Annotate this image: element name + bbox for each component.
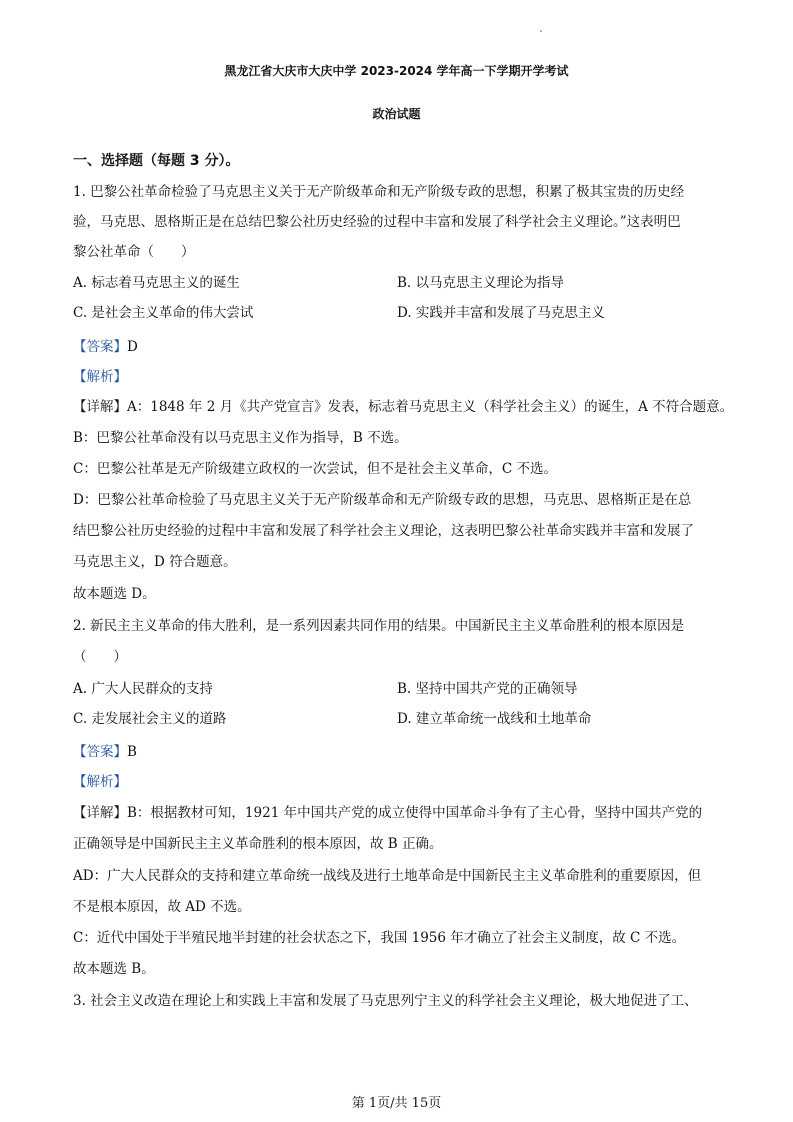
q1-option-d: D. 实践并丰富和发展了马克思主义	[397, 305, 605, 321]
answer-value: D	[127, 339, 138, 355]
q2-option-a: A. 广大人民群众的支持	[73, 681, 213, 697]
page-footer: 第 1页/共 15页	[351, 1096, 442, 1111]
q2-stem-line1: 2. 新民主主义革命的伟大胜利，是一系列因素共同作用的结果。中国新民主主义革命胜利的根本原因是	[73, 618, 685, 634]
q2-detail-line2: 正确领导是中国新民主主义革命胜利的根本原因，故 B 正确。	[73, 836, 443, 852]
q1-stem-line2: 验，马克思、恩格斯正是在总结巴黎公社历史经验的过程中丰富和发展了科学社会主义理论。”这表明巴	[73, 214, 681, 230]
q1-answer	[73, 338, 138, 356]
q2-detail-line3: AD：广大人民群众的支持和建立革命统一战线及进行土地革命是中国新民主主义革命胜利的重要原因，但	[73, 868, 702, 884]
detail-tag: 【详解】	[73, 399, 127, 415]
q2-analysis-tag: 【解析】	[73, 774, 127, 790]
q2-detail-line4: 不是根本原因，故 AD 不选。	[73, 899, 251, 915]
q1-detail-line4: D：巴黎公社革命检验了马克思主义关于无产阶级革命和无产阶级专政的思想，马克思、恩格斯正是在总	[73, 492, 692, 508]
section-heading: 一、选择题（每题 3 分）。	[73, 153, 240, 169]
q2-detail-line1	[73, 804, 702, 822]
q1-detail-line6: 马克思主义，D 符合题意。	[73, 554, 237, 570]
q1-option-b: B. 以马克思主义理论为指导	[397, 275, 565, 291]
q1-option-c: C. 是社会主义革命的伟大尝试	[73, 305, 254, 321]
detail-tag: 【详解】	[73, 805, 127, 821]
q2-option-d: D. 建立革命统一战线和土地革命	[397, 711, 592, 727]
answer-tag: 【答案】	[73, 744, 127, 760]
q1-detail-line3: C：巴黎公社革是无产阶级建立政权的一次尝试，但不是社会主义革命，C 不选。	[73, 461, 557, 477]
page-subtitle: 政治试题	[372, 107, 421, 121]
q1-option-a: A. 标志着马克思主义的诞生	[73, 275, 240, 291]
answer-value: B	[127, 744, 137, 760]
q1-analysis-tag: 【解析】	[73, 369, 127, 385]
q1-stem-line1: 1. 巴黎公社革命检验了马克思主义关于无产阶级革命和无产阶级专政的思想，积累了极其宝贵的历史经	[73, 184, 685, 200]
q2-option-b: B. 坚持中国共产党的正确领导	[397, 681, 578, 697]
q1-detail-line2: B：巴黎公社革命没有以马克思主义作为指导，B 不选。	[73, 430, 408, 446]
q2-detail-line5: C：近代中国处于半殖民地半封建的社会状态之下，我国 1956 年才确立了社会主义制度，故 C 不选。	[73, 930, 686, 946]
answer-tag: 【答案】	[73, 339, 127, 355]
q1-detail-line1	[73, 398, 733, 416]
q2-conclusion: 故本题选 B。	[73, 961, 155, 977]
page-title: 黑龙江省大庆市大庆中学 2023-2024 学年高一下学期开学考试	[224, 64, 569, 78]
q2-stem-line2: （ ）	[73, 649, 127, 665]
scan-dot	[540, 30, 542, 32]
q1-stem-line3: 黎公社革命（ ）	[73, 244, 195, 260]
q1-detail-line5: 结巴黎公社历史经验的过程中丰富和发展了科学社会主义理论，这表明巴黎公社革命实践并丰富和发展了	[73, 523, 694, 539]
q2-answer	[73, 743, 137, 761]
q2-option-c: C. 走发展社会主义的道路	[73, 711, 227, 727]
detail-text: A：1848 年 2 月《共产党宣言》发表，标志着马克思主义（科学社会主义）的诞生，A 不符合题意。	[127, 399, 734, 415]
q3-stem-line1: 3. 社会主义改造在理论上和实践上丰富和发展了马克思列宁主义的科学社会主义理论，极大地促进了工、	[73, 993, 698, 1009]
q1-conclusion: 故本题选 D。	[73, 586, 156, 602]
detail-text: B：根据教材可知，1921 年中国共产党的成立使得中国革命斗争有了主心骨，坚持中国共产党的	[127, 805, 703, 821]
